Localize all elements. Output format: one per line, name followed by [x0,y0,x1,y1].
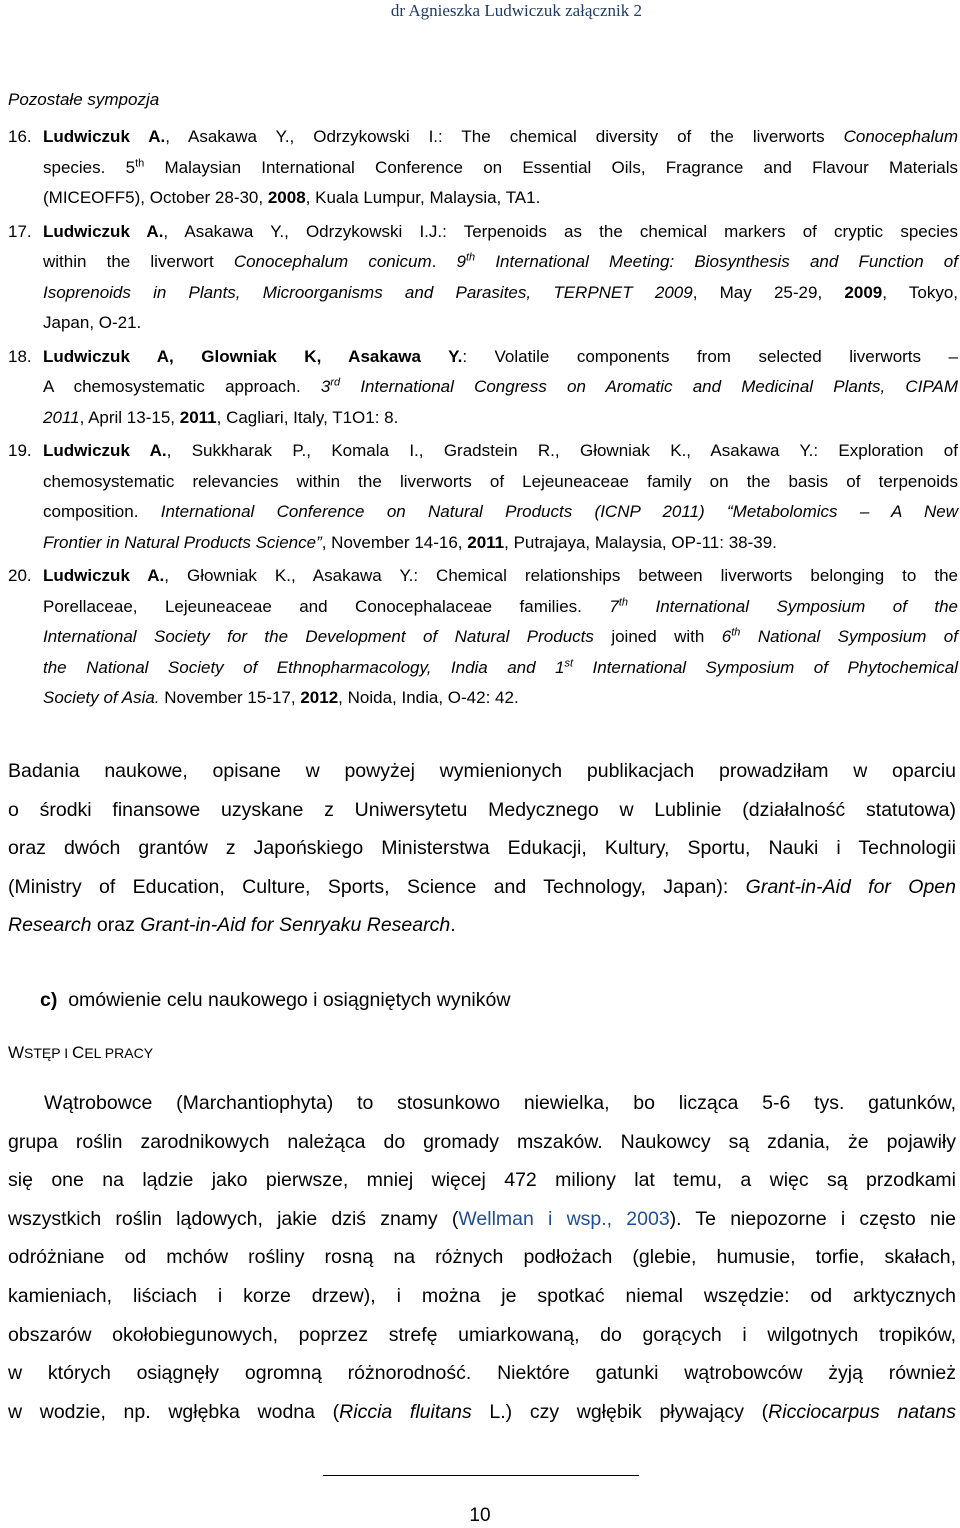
reference-text: 3 [320,377,331,396]
paragraph-line: oraz dwóch grantów z Japońskiego Ministerstwa Edukacji, Kultury, Sportu, Nauki i Technologii [8,837,956,860]
reference-text: 6 [721,627,732,646]
reference-text: , Noida, India, O-42: 42. [338,688,519,707]
paragraph-text: (Ministry of Education, Culture, Sports, Science and Technology, Japan): [8,875,746,898]
reference-text: International Society for the Development of Natural Products [43,627,594,646]
superscript: th [135,156,145,169]
reference-authors: Ludwiczuk A. [43,221,164,241]
paragraph-line [8,1393,956,1432]
paragraph-text: . [450,914,456,937]
reference-text: within the liverwort [43,252,234,271]
superscript: st [564,656,574,669]
section-c-text: omówienie celu naukowego i osiągniętych wyników [68,989,511,1011]
superscript: rd [330,376,341,389]
reference-text: (MICEOFF5), October 28-30, [43,188,268,207]
reference-text: 9 [456,252,466,271]
reference-line: chemosystematic relevancies within the liverworts of Lejeuneaceae family on the basis of terpenoids [43,471,958,491]
reference-line [43,653,958,684]
reference-text: International Conference on Natural Products (ICNP 2011) “Metabolomics – A New [160,502,958,521]
reference-text: Frontier in Natural Products Science” [43,532,322,552]
reference-authors: Ludwiczuk A. [43,127,166,146]
citation-link[interactable]: Wellman i wsp., 2003 [458,1207,670,1230]
reference-text: , Putrajaya, Malaysia, OP-11: 38-39. [504,532,777,552]
title-part: W [8,1043,25,1062]
reference-year: 2008 [267,188,306,207]
reference-text: International Symposium of Phytochemical [573,657,958,677]
paragraph-line: się one na lądzie jako pierwsze, mniej więcej 472 miliony lat temu, a więc są przodkami [8,1169,956,1192]
species-name: Conocephalum [843,127,958,146]
paragraph-line: kamieniach, liściach i korze drzew), i można je spotkać niemal wszędzie: od arktycznych [8,1284,956,1307]
reference-item [8,436,958,558]
paragraph-text: w wodzie, np. wgłębka wodna ( [8,1400,340,1423]
paragraph-text: oraz [91,914,141,937]
section-title-wstep [8,1040,153,1066]
reference-line [43,497,958,528]
reference-authors: Ludwiczuk A. [43,566,165,585]
reference-text: A chemosystematic approach. [43,377,321,396]
grant-name: Research [8,914,92,937]
paragraph-line [8,1200,956,1239]
reference-text: Porellaceae, Lejeuneaceae and Conocephalaceae families. [43,596,610,616]
reference-line [43,372,958,403]
reference-text: , May 25-29, [692,282,845,302]
section-heading: Pozostałe sympozja [8,90,160,109]
reference-line [43,217,958,248]
reference-number: 18. [8,346,32,366]
reference-text: , Asakawa Y., Odrzykowski I.J.: Terpenoids as the chemical markers of cryptic species [163,221,958,241]
reference-year: 2009 [844,282,883,302]
paragraph-line: o środki finansowe uzyskane z Uniwersytetu Medycznego w Lublinie (działalność statutowa) [8,798,956,821]
reference-line [43,247,958,278]
reference-text: composition. [43,502,161,521]
paragraph-line: Wątrobowce (Marchantiophyta) to stosunkowo niewielka, bo licząca 5-6 tys. gatunków, [44,1092,956,1114]
title-part: C [72,1043,85,1062]
reference-text: November 15-17, [159,688,301,707]
paragraph-line: odróżniane od mchów rośliny rosną na różnych podłożach (glebie, humusie, torfie, skałach, [8,1246,956,1269]
paragraph-text: wszystkich roślin lądowych, jakie dziś znamy ( [8,1207,459,1230]
paragraph-text: ). Te niepozorne i często nie [669,1207,956,1230]
reference-item [8,122,958,214]
reference-text: , Asakawa Y., Odrzykowski I.: The chemical diversity of the liverworts [165,127,825,146]
reference-text: . [431,252,457,271]
reference-text: , Głowniak K., Asakawa Y.: Chemical relationships between liverworts belonging to the [164,566,958,585]
reference-line [43,683,958,714]
paragraph-line: grupa roślin zarodnikowych należąca do gromady mszaków. Naukowcy są zdania, że pojawiły [8,1130,956,1153]
paragraph-line [8,906,956,945]
section-c-label: c) [40,989,58,1011]
paragraph-line: w których osiągnęły ogromną różnorodność. Niektóre gatunki wątrobowców żyją również [8,1362,956,1385]
reference-text: , Kuala Lumpur, Malaysia, TA1. [305,188,541,207]
reference-year: 2012 [300,688,339,707]
reference-year: 2011 [467,532,505,552]
reference-text: 2011 [43,407,80,427]
paragraph-text: L.) czy wgłębik pływający ( [471,1400,769,1423]
reference-text: International Congress on Aromatic and Medicinal Plants, CIPAM [340,377,958,396]
reference-text: , Sukkharak P., Komala I., Gradstein R., Głowniak K., Asakawa Y.: Exploration of [166,441,958,460]
paragraph-line: obszarów okołobiegunowych, poprzez strefę umiarkowaną, do gorących i wilgotnych tropików, [8,1323,956,1346]
reference-line [43,561,958,592]
reference-line [43,278,958,309]
reference-line [43,622,958,653]
superscript: th [731,626,741,639]
paragraph-line [8,868,956,907]
reference-number: 17. [8,221,32,241]
reference-text: , November 14-16, [321,532,468,552]
reference-line [43,436,958,467]
footer-rule-accent [420,1475,580,1476]
intro-paragraph [8,1084,956,1431]
reference-text: , Tokyo, [882,282,959,302]
species-name: Ricciocarpus natans [768,1400,956,1423]
reference-item [8,561,958,714]
title-part: EL PRACY [84,1045,154,1061]
reference-line [43,153,958,184]
reference-text: International Meeting: Biosynthesis and Function of [475,252,958,271]
reference-text: Isoprenoids in Plants, Microorganisms and Parasites, TERPNET 2009 [43,282,693,302]
species-name: Conocephalum conicum [233,252,432,271]
reference-list [8,122,958,717]
reference-line [43,592,958,623]
reference-number: 16. [8,127,32,146]
reference-line: Japan, O-21. [43,313,142,332]
section-c-heading [40,986,510,1014]
reference-text: Malaysian International Conference on Essential Oils, Fragrance and Flavour Materials [144,157,958,177]
superscript: th [465,251,476,264]
reference-year: 2011 [179,407,217,427]
reference-line [43,183,958,214]
paragraph-line: Badania naukowe, opisane w powyżej wymienionych publikacjach prowadziłam w oparciu [8,760,956,782]
superscript: th [618,595,629,608]
page-number: 10 [469,1505,491,1526]
reference-line [43,342,958,373]
reference-item [8,217,958,339]
reference-text: , April 13-15, [79,407,180,427]
reference-text: International Symposium of the [628,596,958,616]
reference-text: Society of Asia. [43,688,160,707]
reference-authors: Ludwiczuk A. [43,441,167,460]
reference-text: 7 [609,596,619,616]
reference-text: National Symposium of [740,627,958,646]
reference-number: 20. [8,566,32,585]
reference-text: : Volatile components from selected liverworts – [462,346,958,366]
header-title: dr Agnieszka Ludwiczuk załącznik 2 [390,1,642,20]
page-header [0,0,960,28]
grant-name: Grant-in-Aid for Open [745,875,956,898]
reference-line [43,528,958,559]
title-part: STĘP I [24,1045,73,1061]
reference-text: , Cagliari, Italy, T1O1: 8. [216,407,399,427]
reference-authors: Ludwiczuk A, Glowniak K, Asakawa Y. [43,346,463,366]
species-name: Riccia fluitans [339,1400,472,1423]
reference-text: joined with [593,627,722,646]
reference-line [43,122,958,153]
funding-paragraph [8,752,956,945]
reference-text: species. 5 [43,157,136,177]
reference-text: the National Society of Ethnopharmacology, India and 1 [43,657,565,677]
reference-item [8,342,958,434]
reference-number: 19. [8,441,32,460]
grant-name: Grant-in-Aid for Senryaku Research [140,914,451,937]
reference-line [43,403,958,434]
